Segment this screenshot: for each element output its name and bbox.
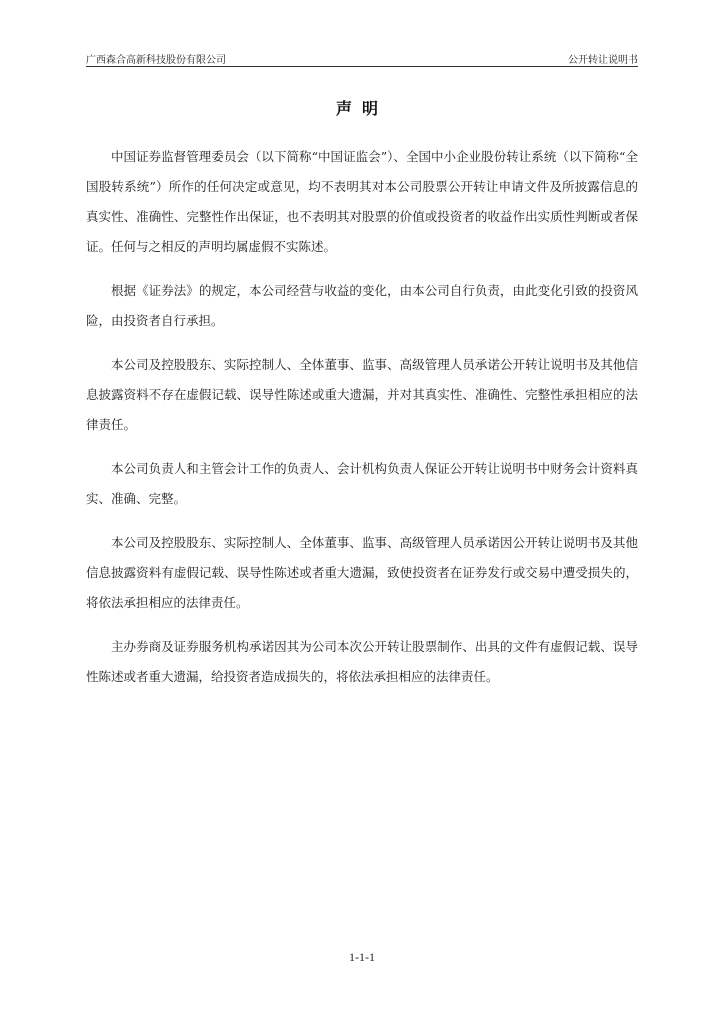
paragraph-liability-commitment: 本公司及控股股东、实际控制人、全体董事、监事、高级管理人员承诺因公开转让说明书及其他信息披露资料有虚假记载、误导性陈述或者重大遗漏，致使投资者在证券发行或交易中遭受损失的，将依法承担相应的法律责任。	[86, 535, 638, 610]
paragraph-financial-guarantee: 本公司负责人和主管会计工作的负责人、会计机构负责人保证公开转让说明书中财务会计资料真实、准确、完整。	[86, 461, 638, 506]
header-document-type: 公开转让说明书	[568, 55, 638, 66]
paragraph-investment-risk: 根据《证券法》的规定，本公司经营与收益的变化，由本公司自行负责，由此变化引致的投资风险，由投资者自行承担。	[86, 283, 638, 328]
paragraph-management-commitment: 本公司及控股股东、实际控制人、全体董事、监事、高级管理人员承诺公开转让说明书及其他信息披露资料不存在虚假记载、误导性陈述或重大遗漏，并对其真实性、准确性、完整性承担相应的法律责任。	[86, 357, 638, 432]
declaration-body	[86, 142, 638, 706]
page-number: 1-1-1	[349, 950, 375, 964]
page-title: 声明	[335, 99, 388, 118]
paragraph-broker-commitment: 主办券商及证券服务机构承诺因其为公司本次公开转让股票制作、出具的文件有虚假记载、误导性陈述或者重大遗漏，给投资者造成损失的，将依法承担相应的法律责任。	[86, 639, 638, 684]
page-header	[86, 50, 638, 66]
header-divider	[86, 66, 638, 67]
paragraph-regulator-disclaimer: 中国证券监督管理委员会（以下简称“中国证监会”）、全国中小企业股份转让系统（以下简称“全国股转系统”）所作的任何决定或意见，均不表明其对本公司股票公开转让申请文件及所披露信息的真实性、准确性、完整性作出保证，也不表明其对股票的价值或投资者的收益作出实质性判断或者保证。任何与之相反的声明均属虚假不实陈述。	[86, 149, 638, 254]
header-company-name: 广西森合高新科技股份有限公司	[86, 55, 226, 66]
